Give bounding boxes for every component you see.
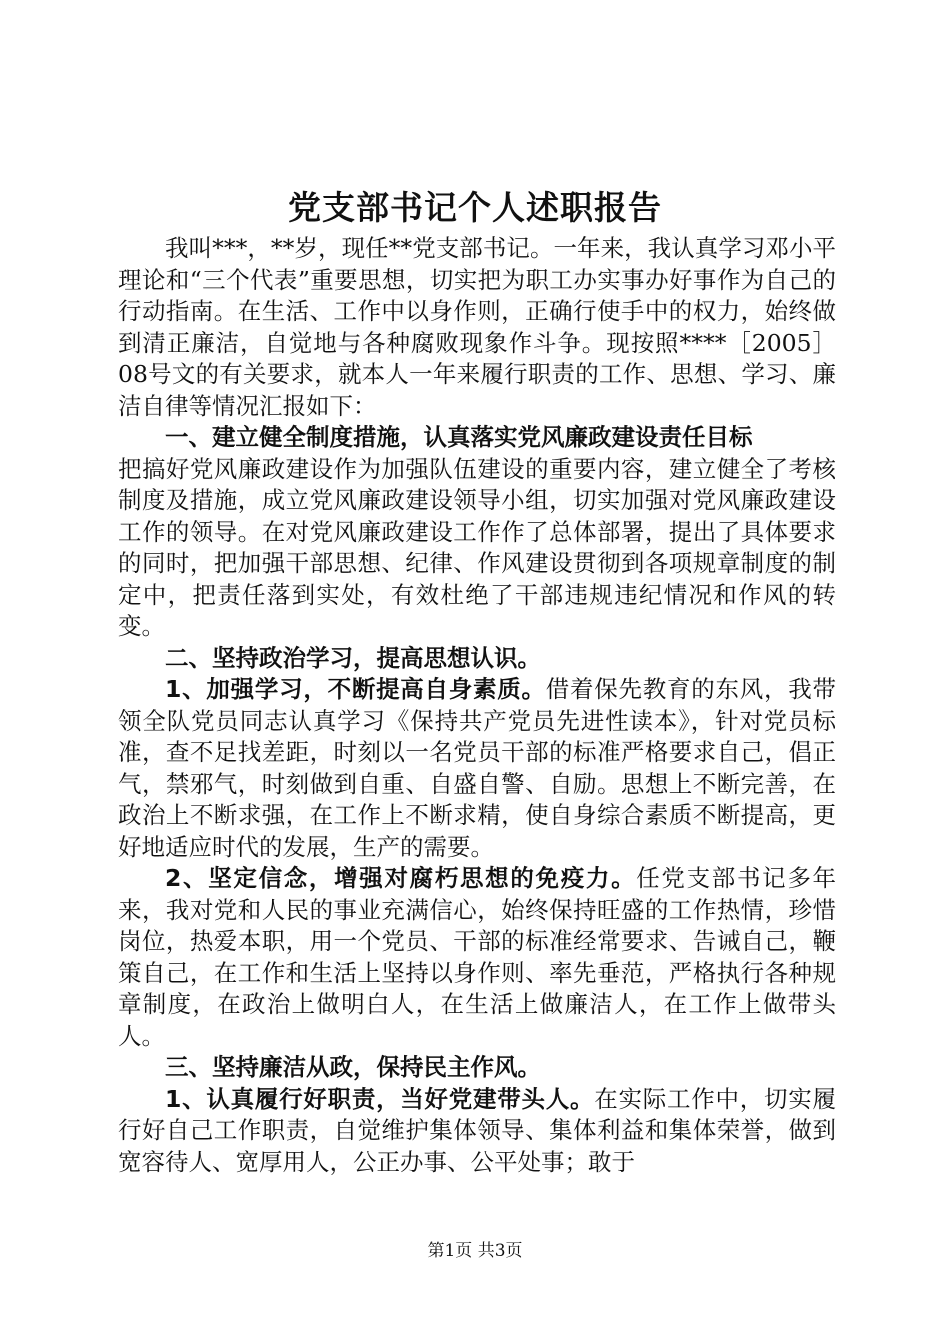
section-2-item-1	[118, 674, 836, 863]
section-1-paragraph: 把搞好党风廉政建设作为加强队伍建设的重要内容，建立健全了考核制度及措施，成立党风廉政建设领导小组，切实加强对党风廉政建设工作的领导。在对党风廉政建设工作作了总体部署，提出了具体要求的同时，把加强干部思想、纪律、作风建设贯彻到各项规章制度的制定中，把责任落到实处，有效杜绝了干部违规违纪情况和作风的转变。	[118, 454, 836, 640]
item-body: 任党支部书记多年来，我对党和人民的事业充满信心，始终保持旺盛的工作热情，珍惜岗位，热爱本职，用一个党员、干部的标准经常要求、告诫自己，鞭策自己，在工作和生活上坚持以身作则、率先垂范，严格执行各种规章制度，在政治上做明白人，在生活上做廉洁人，在工作上做带头人。	[118, 864, 836, 1050]
section-1-heading: 一、建立健全制度措施，认真落实党风廉政建设责任目标	[165, 423, 753, 451]
document-body	[118, 233, 836, 1178]
section-2-item-2	[118, 863, 836, 1052]
item-lead: 1、认真履行好职责，当好党建带头人。	[165, 1084, 595, 1113]
document-title: 党支部书记个人述职报告	[288, 188, 662, 227]
section-2-heading: 二、坚持政治学习，提高思想认识。	[165, 643, 541, 672]
item-body: 在实际工作中，切实履行好自己工作职责，自觉维护集体领导、集体利益和集体荣誉，做到宽容待人、宽厚用人，公正办事、公平处事；敢于	[118, 1084, 836, 1176]
section-3-heading: 三、坚持廉洁从政，保持民主作风。	[165, 1053, 541, 1081]
item-lead: 2、坚定信念，增强对腐朽思想的免疫力。	[165, 864, 637, 892]
page-number-footer: 第1页 共3页	[427, 1241, 523, 1261]
intro-paragraph: 我叫***，**岁，现任**党支部书记。一年来，我认真学习邓小平理论和“三个代表”重要思想，切实把为职工办实事办好事作为自己的行动指南。在生活、工作中以身作则，正确行使手中的权力，始终做到清正廉洁，自觉地与各种腐败现象作斗争。现按照****［2005］08号文的有关要求，就本人一年来履行职责的工作、思想、学习、廉洁自律等情况汇报如下：	[118, 234, 836, 420]
item-body: 借着保先教育的东风，我带领全队党员同志认真学习《保持共产党员先进性读本》，针对党员标准，查不足找差距，时刻以一名党员干部的标准严格要求自己，倡正气，禁邪气，时刻做到自重、自盛自警、自励。思想上不断完善，在政治上不断求强，在工作上不断求精，使自身综合素质不断提高，更好地适应时代的发展，生产的需要。	[118, 675, 837, 861]
section-3-item-1	[118, 1084, 836, 1179]
item-lead: 1、加强学习，不断提高自身素质。	[165, 675, 546, 703]
